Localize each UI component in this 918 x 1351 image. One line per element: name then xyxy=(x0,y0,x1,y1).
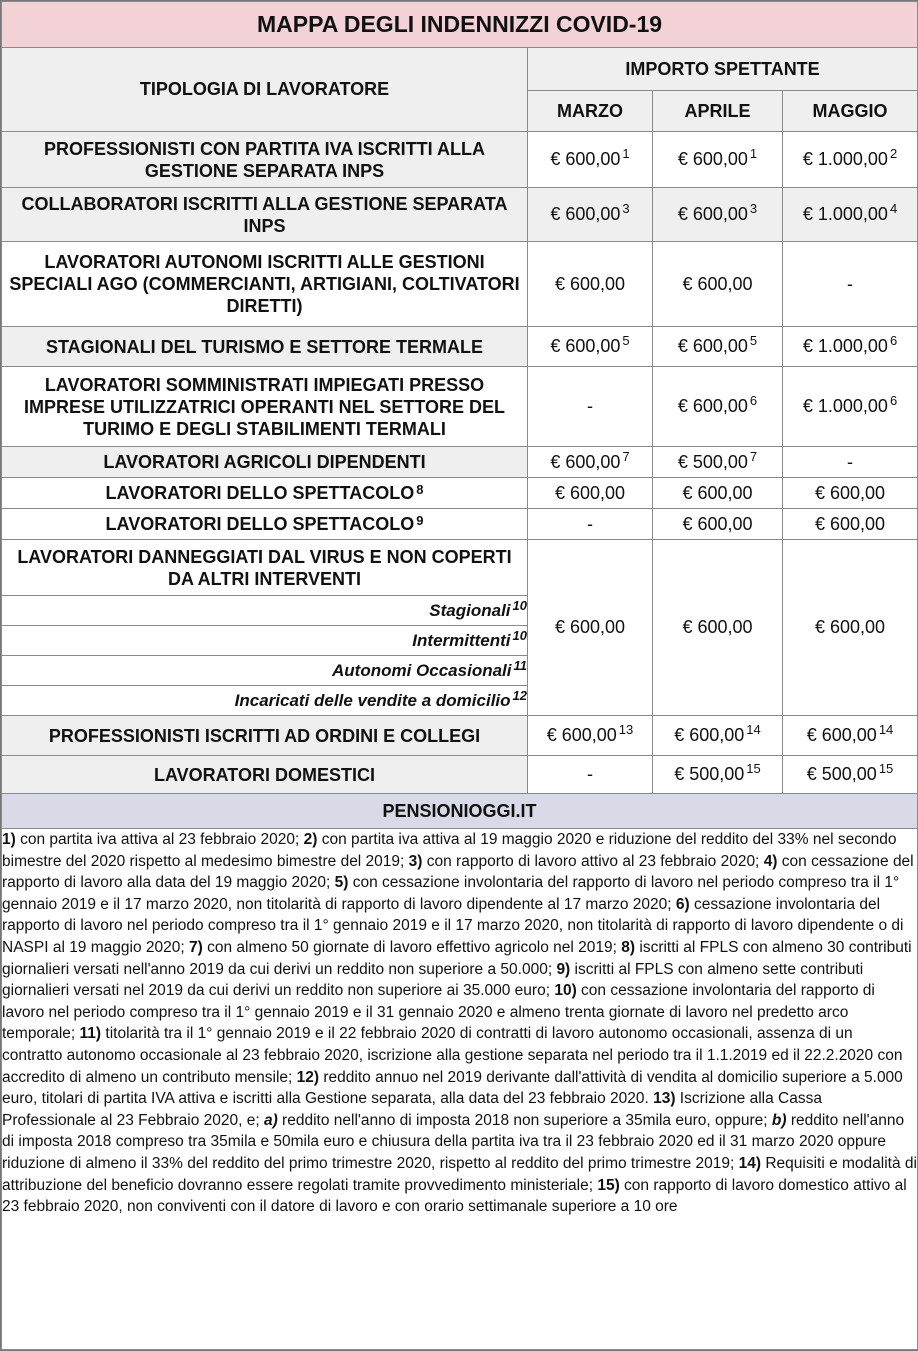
footnote-text: con rapporto di lavoro domestico attivo al 23 febbraio 2020, non conviventi con il datore di lavoro e con orario settimanale superiore a 10 ore xyxy=(2,1176,907,1216)
table-row xyxy=(2,756,918,794)
footnote-ref: 13 xyxy=(618,722,634,737)
footnote-ref: 10 xyxy=(512,597,527,613)
table-row xyxy=(2,716,918,756)
worker-subtype-label: Autonomi Occasionali xyxy=(332,660,512,680)
amount-value: € 500,00 xyxy=(674,764,745,784)
amount-aprile xyxy=(653,242,783,327)
footnote-number: 7) xyxy=(188,938,203,956)
footnote-text: reddito annuo nel 2019 derivante dall'attività di vendita al domicilio superiore a 5.000 euro, titolari di partita IVA attiva e iscritti alla Gestione separata, alla data del 23 febbraio 2020. xyxy=(2,1068,903,1108)
table-row xyxy=(2,327,918,367)
table-row xyxy=(2,509,918,540)
amount-value: - xyxy=(587,513,593,534)
footnote-text: titolarità tra il 1° gennaio 2019 e il 22 febbraio 2020 di contratti di lavoro autonomo occasionali, assenza di un contratto autonomo occasionale al 23 febbraio 2020, iscrizione alla gestione separata nel periodo tra il 1.1.2019 ed il 22.2.2020 con accredito di almeno un contributo mensile; xyxy=(2,1025,903,1086)
amount-value: € 600,00 xyxy=(550,451,621,472)
amount-aprile xyxy=(653,716,783,756)
table-row xyxy=(2,188,918,242)
footnote-ref: 7 xyxy=(622,448,630,464)
amount-value: € 1.000,00 xyxy=(802,336,888,356)
worker-type-label: LAVORATORI DELLO SPETTACOLO xyxy=(105,483,415,503)
footnote-ref: 10 xyxy=(512,627,527,643)
amount-aprile xyxy=(653,327,783,367)
footnote-number: 3) xyxy=(408,852,423,870)
amount-value: € 1.000,00 xyxy=(802,396,888,416)
footnote-ref: 7 xyxy=(749,448,758,464)
worker-type-label: COLLABORATORI ISCRITTI ALLA GESTIONE SEPARATA INPS xyxy=(21,193,508,236)
worker-type-label: LAVORATORI DELLO SPETTACOLO xyxy=(105,514,415,534)
footnote-ref: 6 xyxy=(749,393,758,408)
amount-aprile xyxy=(653,756,783,794)
worker-type-cell xyxy=(2,367,528,447)
month-header-aprile: APRILE xyxy=(653,91,783,132)
footnote-number: b) xyxy=(771,1111,787,1129)
amount-maggio xyxy=(783,478,918,509)
amount-value: € 600,00 xyxy=(677,204,748,224)
worker-type-cell xyxy=(2,716,528,756)
indemnity-table xyxy=(1,1,918,1350)
amount-marzo xyxy=(528,188,653,242)
footnote-number: 11) xyxy=(79,1025,102,1043)
amount-value: € 600,00 xyxy=(554,482,626,503)
month-header-maggio: MAGGIO xyxy=(783,91,918,132)
table-row xyxy=(2,242,918,327)
footnote-ref: 1 xyxy=(622,146,630,161)
footnote-number: 4) xyxy=(763,852,778,870)
footnote-ref: 6 xyxy=(889,333,898,348)
amount-aprile xyxy=(653,367,783,447)
amount-marzo xyxy=(528,242,653,327)
amount-value: € 600,00 xyxy=(546,725,617,745)
table-row-damaged xyxy=(2,540,918,596)
worker-type-cell xyxy=(2,509,528,540)
amount-value: - xyxy=(587,396,593,416)
amount-maggio xyxy=(783,132,918,188)
notes-row xyxy=(2,829,918,1350)
footnote-number: 5) xyxy=(334,874,349,892)
footnote-number: 2) xyxy=(303,831,318,848)
footnote-text: con partita iva attiva al 19 maggio 2020 e riduzione del reddito del 33% nel secondo bimestre del 2020 rispetto al medesimo bimestre del 2019; xyxy=(2,831,897,870)
amount-aprile xyxy=(653,188,783,242)
worker-type-cell xyxy=(2,478,528,509)
footnote-ref: 6 xyxy=(889,393,898,408)
amount-value: € 600,00 xyxy=(682,273,753,294)
amount-value: - xyxy=(847,273,854,294)
amount-maggio xyxy=(783,447,918,478)
footnote-number: 9) xyxy=(556,960,571,978)
footnote-text: cessazione involontaria del rapporto di lavoro nel periodo compreso tra il 1° gennaio 2019 e il 17 marzo 2020, non titolarità di rapporto di lavoro dipendente o di NASPI al 19 maggio 2020; xyxy=(2,895,904,956)
footnote-ref: 2 xyxy=(889,146,898,161)
footnote-text: con cessazione involontaria del rapporto di lavoro nel periodo compreso tra il 1° gennaio 2019 e il 31 gennaio 2020 e almeno trenta giornate di lavoro nel predetto arco temporale; xyxy=(2,982,875,1043)
amount-aprile xyxy=(653,447,783,478)
worker-type-cell xyxy=(2,242,528,327)
amount-value: € 600,00 xyxy=(677,336,748,356)
amount-marzo xyxy=(528,509,653,540)
footnote-ref: 4 xyxy=(889,201,898,216)
footnote-ref: 8 xyxy=(416,482,424,497)
worker-subtype-label: Incaricati delle vendite a domicilio xyxy=(234,690,511,710)
amount-value: € 600,00 xyxy=(814,482,886,503)
footnote-ref: 1 xyxy=(749,146,758,161)
amount-value: € 600,00 xyxy=(677,149,748,169)
worker-type-header: TIPOLOGIA DI LAVORATORE xyxy=(2,48,528,132)
footnote-text: iscritti al FPLS con almeno 30 contributi giornalieri versati nell'anno 2019 da cui derivi un reddito non superiore a 50.000; xyxy=(2,938,912,978)
footnote-ref: 3 xyxy=(749,201,758,216)
footnote-text: con cessazione del rapporto di lavoro alla data del 19 maggio 2020; xyxy=(2,852,914,892)
amount-maggio xyxy=(783,509,918,540)
amount-marzo xyxy=(528,132,653,188)
amount-value: € 1.000,00 xyxy=(802,149,888,169)
footnote-ref: 15 xyxy=(746,761,761,776)
footnote-ref: 5 xyxy=(622,333,630,348)
amount-value: € 600,00 xyxy=(674,725,745,745)
amount-value: € 600,00 xyxy=(550,149,621,169)
amount-value: € 1.000,00 xyxy=(802,204,888,224)
footnote-ref: 9 xyxy=(416,513,424,528)
worker-type-cell xyxy=(2,756,528,794)
worker-subtype xyxy=(2,596,528,626)
month-header-marzo: MARZO xyxy=(528,91,653,132)
footnote-ref: 12 xyxy=(512,687,527,703)
footnote-text: reddito nell'anno di imposta 2018 compreso tra 35mila e 50mila euro e chiusura della partita iva tra il 23 febbraio 2020 ed il 31 marzo 2020 oppure riduzione di almeno il 33% del reddito del primo trimestre 2020, rispetto al reddito del primo trimestre 2019; xyxy=(2,1111,905,1172)
amount-maggio xyxy=(783,756,918,794)
footnote-number: a) xyxy=(263,1111,278,1129)
worker-type-label: STAGIONALI DEL TURISMO E SETTORE TERMALE xyxy=(45,336,484,357)
amount-value: € 500,00 xyxy=(806,764,877,784)
worker-type-label: LAVORATORI SOMMINISTRATI IMPIEGATI PRESSO IMPRESE UTILIZZATRICI OPERANTI NEL SETTORE DEL TURIMO E DEGLI STABILIMENTI TERMALI xyxy=(23,374,506,439)
footnote-text: reddito nell'anno di imposta 2018 non superiore a 35mila euro, oppure; xyxy=(277,1111,772,1129)
footnote-text: con cessazione involontaria del rapporto di lavoro nel periodo compreso tra il 1° gennaio 2019 e il 17 marzo 2020, non titolarità di rapporto di lavoro dipendente al 17 marzo 2020; xyxy=(2,874,900,913)
table-row xyxy=(2,478,918,509)
footnote-number: 1) xyxy=(2,831,16,848)
table-row xyxy=(2,367,918,447)
worker-subtype-label: Intermittenti xyxy=(412,630,511,650)
footnotes xyxy=(2,829,918,1350)
page-title: MAPPA DEGLI INDENNIZZI COVID-19 xyxy=(2,2,918,48)
footnote-number: 14) xyxy=(738,1154,762,1172)
footnote-number: 6) xyxy=(675,895,690,913)
amount-maggio xyxy=(783,716,918,756)
footnote-ref: 14 xyxy=(746,722,761,737)
amount-value: € 600,00 xyxy=(550,204,621,224)
footnote-text: con partita iva attiva al 23 febbraio 2020; xyxy=(15,831,304,848)
amount-value: € 500,00 xyxy=(677,451,748,472)
amount-maggio xyxy=(783,242,918,327)
worker-type-cell xyxy=(2,327,528,367)
amount-marzo xyxy=(528,716,653,756)
footnote-number: 15) xyxy=(597,1176,620,1194)
amount-value: € 600,00 xyxy=(806,725,877,745)
footnote-number: 8) xyxy=(621,938,636,956)
amount-header: IMPORTO SPETTANTE xyxy=(528,48,918,91)
amount-value: € 600,00 xyxy=(677,396,748,416)
footnote-number: 12) xyxy=(296,1068,320,1086)
footnote-ref: 3 xyxy=(622,201,630,216)
footnote-text: Requisiti e modalità di attribuzione del beneficio dovranno essere regolati tramite provvedimento ministeriale; xyxy=(2,1154,917,1194)
amount-maggio xyxy=(783,188,918,242)
footnote-text: iscritti al FPLS con almeno sette contributi giornalieri versati nel 2019 da cui derivi un reddito non superiore ai 35.000 euro; xyxy=(2,960,864,1000)
amount-value: € 600,00 xyxy=(682,482,753,503)
amount-value: € 600,00 xyxy=(550,336,621,356)
worker-type-cell xyxy=(2,540,528,596)
amount-value: € 600,00 xyxy=(682,513,753,534)
worker-type-label: LAVORATORI DOMESTICI xyxy=(153,764,375,785)
worker-subtype xyxy=(2,626,528,656)
amount-marzo: € 600,00 xyxy=(528,540,653,716)
amount-aprile xyxy=(653,509,783,540)
amount-value: € 600,00 xyxy=(814,513,886,534)
worker-subtype xyxy=(2,656,528,686)
brand-row xyxy=(2,794,918,829)
table-row xyxy=(2,132,918,188)
amount-marzo xyxy=(528,367,653,447)
amount-marzo xyxy=(528,756,653,794)
worker-subtype-label: Stagionali xyxy=(429,600,511,620)
amount-aprile xyxy=(653,132,783,188)
worker-type-label: PROFESSIONISTI ISCRITTI AD ORDINI E COLLEGI xyxy=(48,725,481,746)
worker-type-label: LAVORATORI AGRICOLI DIPENDENTI xyxy=(103,452,426,472)
amount-maggio: € 600,00 xyxy=(783,540,918,716)
worker-type-label: PROFESSIONISTI CON PARTITA IVA ISCRITTI ALLA GESTIONE SEPARATA INPS xyxy=(44,138,485,181)
worker-subtype xyxy=(2,686,528,716)
amount-marzo xyxy=(528,478,653,509)
footnote-ref: 14 xyxy=(878,722,894,737)
amount-marzo xyxy=(528,447,653,478)
amount-aprile xyxy=(653,478,783,509)
worker-type-cell xyxy=(2,132,528,188)
worker-type-cell xyxy=(2,188,528,242)
worker-type-label: LAVORATORI DANNEGGIATI DAL VIRUS E NON COPERTI DA ALTRI INTERVENTI xyxy=(17,546,512,589)
amount-value: - xyxy=(587,764,593,784)
amount-value: - xyxy=(847,451,854,472)
footnote-ref: 5 xyxy=(749,333,758,348)
footnote-number: 13) xyxy=(653,1090,676,1108)
footnote-text: con almeno 50 giornate di lavoro effettivo agricolo nel 2019; xyxy=(202,938,622,956)
footnote-ref: 11 xyxy=(513,657,527,673)
amount-maggio xyxy=(783,327,918,367)
footnote-number: 10) xyxy=(554,982,577,1000)
worker-type-cell xyxy=(2,447,528,478)
footnote-text: Iscrizione alla Cassa Professionale al 23 Febbraio 2020, e; xyxy=(2,1090,822,1129)
amount-value: € 600,00 xyxy=(554,273,626,294)
footnote-text: con rapporto di lavoro attivo al 23 febbraio 2020; xyxy=(422,852,764,870)
brand-label: PENSIONIOGGI.IT xyxy=(2,794,918,829)
amount-aprile: € 600,00 xyxy=(653,540,783,716)
amount-maggio xyxy=(783,367,918,447)
worker-type-label: LAVORATORI AUTONOMI ISCRITTI ALLE GESTIONI SPECIALI AGO (COMMERCIANTI, ARTIGIANI, COLTIVATORI DIRETTI) xyxy=(9,252,520,316)
footnote-ref: 15 xyxy=(878,761,894,776)
table-row xyxy=(2,447,918,478)
amount-marzo xyxy=(528,327,653,367)
